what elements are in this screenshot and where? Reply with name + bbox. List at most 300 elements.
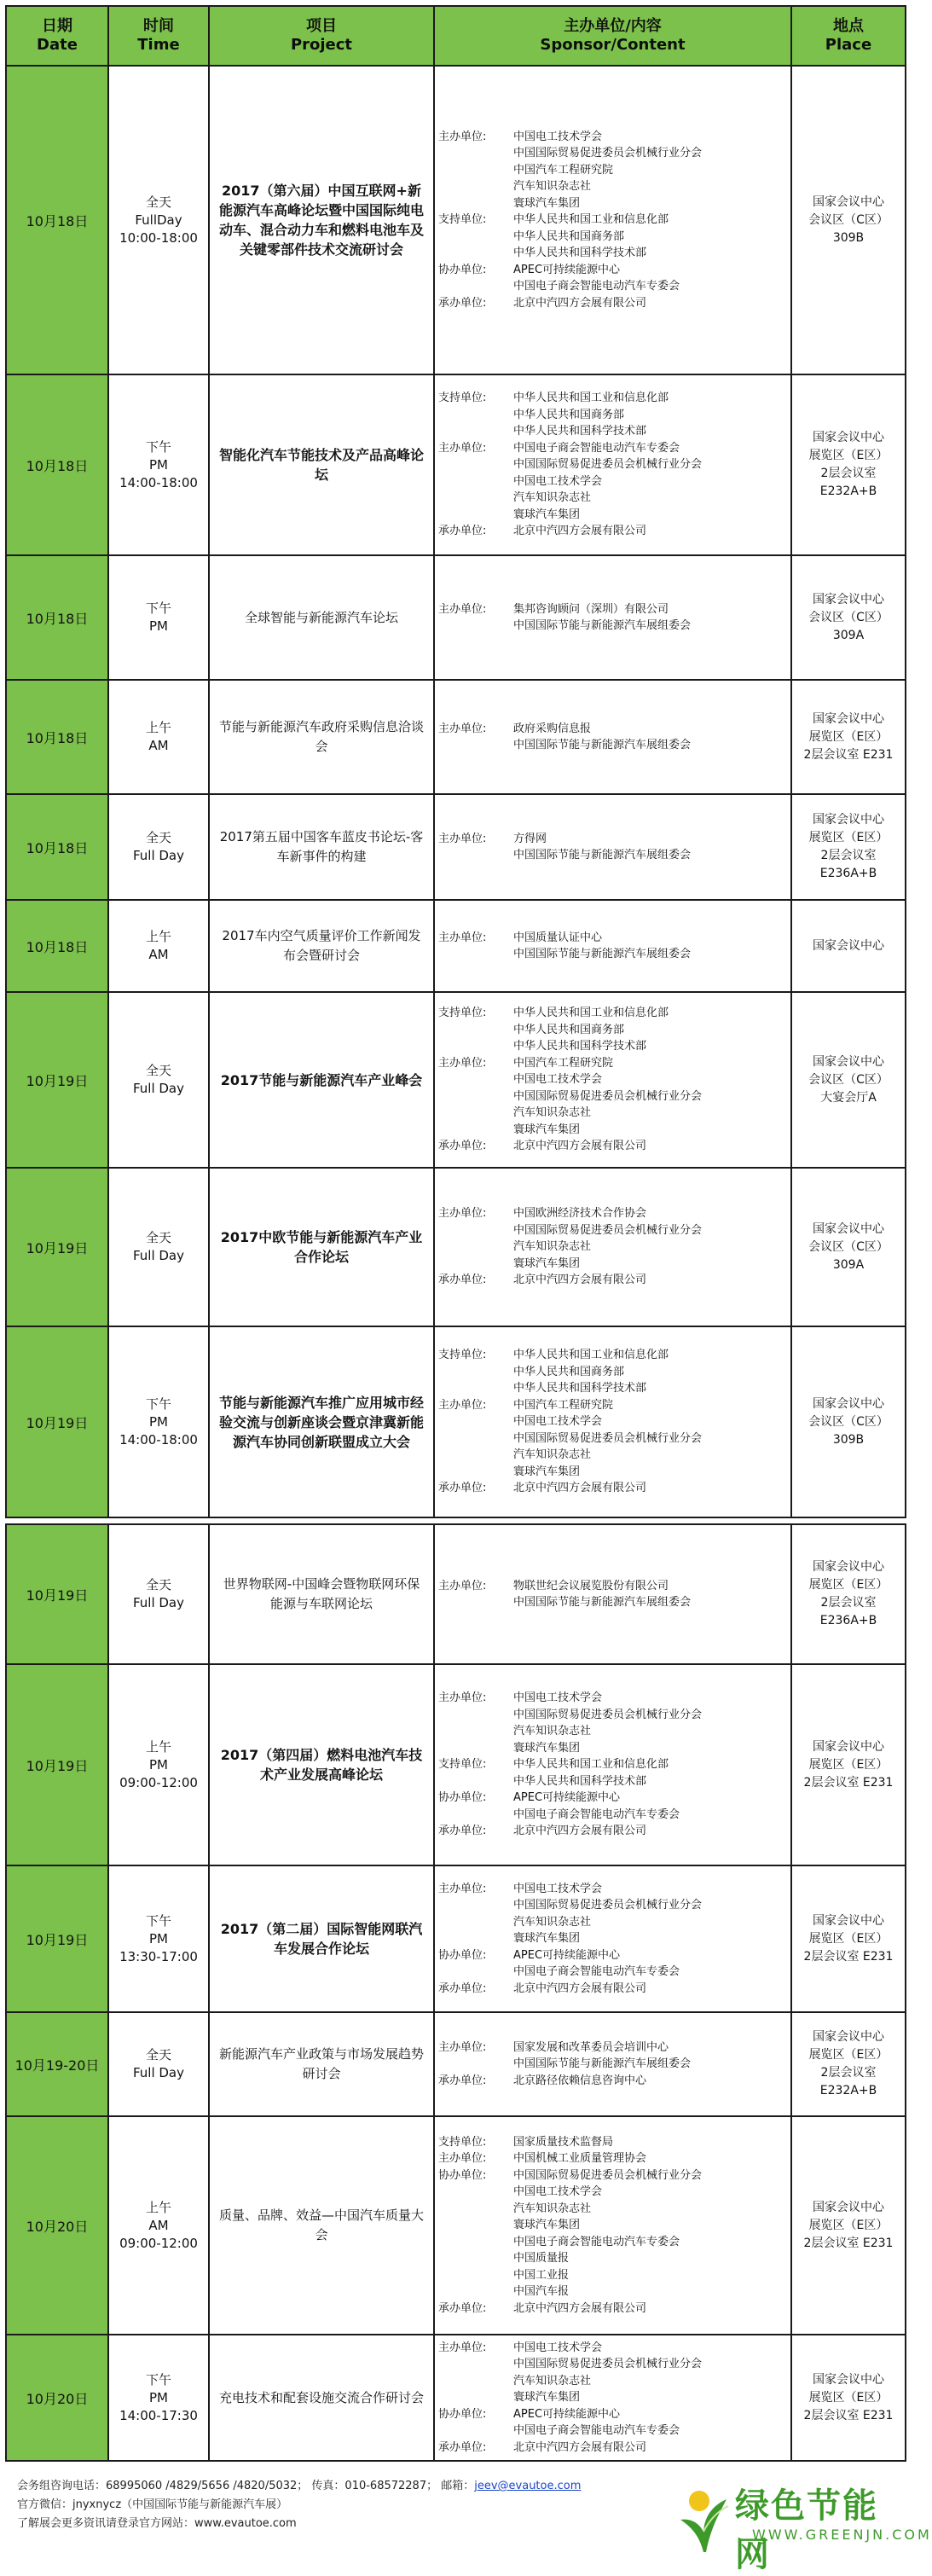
time-cell xyxy=(108,374,209,555)
sponsor-role: 主办单位: xyxy=(438,1056,487,1070)
sponsor-line xyxy=(438,262,787,279)
place-line: 国家会议中心 xyxy=(813,813,884,827)
sponsor-org: 中华人民共和国商务部 xyxy=(513,1023,625,1036)
place-cell xyxy=(791,794,906,900)
sponsor-org: 中国国际节能与新能源汽车展组委会 xyxy=(513,739,692,751)
sponsor-line xyxy=(438,1480,787,1497)
table-row xyxy=(6,2012,906,2116)
sponsor-role: 承办单位: xyxy=(438,2301,487,2315)
sponsor-org: 寰球汽车集团 xyxy=(513,1741,581,1755)
place-cell xyxy=(791,680,906,794)
sponsor-org: 中国电工技术学会 xyxy=(513,1882,603,1895)
sponsor-line xyxy=(438,1823,787,1840)
sponsor-org: 汽车知识杂志社 xyxy=(513,1725,592,1738)
sponsor-role: 支持单位: xyxy=(438,1758,487,1772)
time-cell xyxy=(108,2335,209,2461)
sponsor-org: 中华人民共和国工业和信息化部 xyxy=(513,1007,669,1020)
sponsor-role: 主办单位: xyxy=(438,1398,487,1412)
sponsor-line xyxy=(438,1055,787,1072)
header-project: 项目 Project xyxy=(209,6,434,66)
sponsor-role: 支持单位: xyxy=(438,1007,487,1020)
sponsor-line xyxy=(438,1773,787,1790)
sponsor-role: 主办单位: xyxy=(438,602,487,616)
sponsor-line xyxy=(438,1088,787,1105)
sponsor-org: 中国机械工业质量管理协会 xyxy=(513,2152,647,2166)
date-cell: 10月19日 xyxy=(6,1168,108,1326)
time-cell xyxy=(108,794,209,900)
sponsor-org: 中国国际节能与新能源汽车展组委会 xyxy=(513,619,692,632)
sponsor-line xyxy=(438,1397,787,1414)
time-line: 全天 xyxy=(145,830,171,845)
sponsor-line xyxy=(438,1723,787,1740)
time-line: 全天 xyxy=(145,1577,171,1593)
sponsor-line xyxy=(438,129,787,146)
sponsor-org: 中国汽车工程研究院 xyxy=(513,1056,614,1070)
time-line: 10:00-18:00 xyxy=(119,229,198,246)
sponsor-line xyxy=(438,2184,787,2201)
sponsor-org: APEC可持续能源中心 xyxy=(513,263,621,276)
place-line: 会议区（C区） xyxy=(808,610,889,624)
leaf-logo-icon xyxy=(674,2475,733,2557)
place-line: 展览区（E区） xyxy=(808,729,889,744)
footer-wechat: 官方微信：jnyxnycz（中国国际节能与新能源汽车展） xyxy=(17,2498,288,2511)
place-line: 国家会议中心 xyxy=(813,592,884,606)
time-line: Full Day xyxy=(132,1081,185,1096)
sponsor-org: 国家质量技术监督局 xyxy=(513,2135,614,2149)
time-line: 上午 xyxy=(145,720,171,735)
date-cell: 10月19日 xyxy=(6,1524,108,1664)
sponsor-cell xyxy=(434,1664,791,1865)
time-line: AM xyxy=(148,947,169,962)
sponsor-org: 北京中汽四方会展有限公司 xyxy=(513,525,647,538)
sponsor-role: 主办单位: xyxy=(438,1579,487,1593)
sponsor-org: 方得网 xyxy=(513,832,547,845)
header-time: 时间 Time xyxy=(108,6,209,66)
time-line: Full Day xyxy=(132,1595,185,1610)
sponsor-line xyxy=(438,2406,787,2423)
sponsor-org: 中华人民共和国工业和信息化部 xyxy=(513,392,669,405)
place-cell xyxy=(791,374,906,555)
sponsor-cell xyxy=(434,794,791,900)
sponsor-line xyxy=(438,1914,787,1931)
sponsor-line xyxy=(438,2250,787,2267)
sponsor-org: 北京中汽四方会展有限公司 xyxy=(513,1482,647,1495)
sponsor-org: 中国国际节能与新能源汽车展组委会 xyxy=(513,948,692,960)
sponsor-role: 主办单位: xyxy=(438,722,487,735)
sponsor-org: 中国国际贸易促进委员会机械行业分会 xyxy=(513,2168,703,2182)
schedule-body xyxy=(6,66,906,2461)
sponsor-org: 中国国际贸易促进委员会机械行业分会 xyxy=(513,1899,703,1912)
sponsor-line xyxy=(438,1464,787,1481)
place-cell xyxy=(791,1168,906,1326)
table-row xyxy=(6,555,906,680)
time-line: 下午 xyxy=(145,2371,171,2387)
sponsor-org: 寰球汽车集团 xyxy=(513,508,581,521)
place-line: 国家会议中心 xyxy=(813,1221,884,1236)
place-line: 2层会议室 xyxy=(820,1596,877,1610)
time-line: 下午 xyxy=(145,600,171,616)
time-cell xyxy=(108,66,209,374)
sponsor-line xyxy=(438,2134,787,2151)
sponsor-line xyxy=(438,1981,787,1998)
time-line: PM xyxy=(149,456,168,473)
sponsor-org: 汽车知识杂志社 xyxy=(513,1106,592,1120)
place-cell xyxy=(791,2012,906,2116)
sponsor-org: 中国国际节能与新能源汽车展组委会 xyxy=(513,1596,692,1609)
sponsor-line xyxy=(438,2440,787,2457)
sponsor-org: 中华人民共和国科学技术部 xyxy=(513,425,647,438)
sponsor-org: 中国国际节能与新能源汽车展组委会 xyxy=(513,2057,692,2071)
place-line: 展览区（E区） xyxy=(808,1757,889,1772)
sponsor-org: 中国国际贸易促进委员会机械行业分会 xyxy=(513,2358,703,2371)
date-cell: 10月18日 xyxy=(6,374,108,555)
sponsor-org: APEC可持续能源中心 xyxy=(513,2407,621,2421)
place-line: 国家会议中心 xyxy=(813,1739,884,1754)
project-cell: 节能与新能源汽车推广应用城市经验交流与创新座谈会暨京津冀新能源汽车协同创新联盟成立大会 xyxy=(209,1326,434,1517)
time-line: 上午 xyxy=(145,1738,171,1755)
footer-contact: 会务组咨询电话：68995060 /4829/5656 /4820/5032； 传真：010-68572287； 邮箱：jeev@evautoe.com xyxy=(17,2480,582,2492)
place-line: 展览区（E区） xyxy=(808,1578,889,1592)
sponsor-line xyxy=(438,1380,787,1397)
time-cell xyxy=(108,1664,209,1865)
sponsor-role: 协办单位: xyxy=(438,2168,487,2182)
time-cell xyxy=(108,992,209,1168)
greenjn-logo xyxy=(674,2474,932,2574)
time-line: 全天 xyxy=(145,2047,171,2063)
sponsor-org: 中国电子商会智能电动汽车专委会 xyxy=(513,441,680,455)
sponsor-cell xyxy=(434,555,791,680)
sponsor-org: 中华人民共和国工业和信息化部 xyxy=(513,1349,669,1362)
date-cell: 10月18日 xyxy=(6,794,108,900)
sponsor-org: 中国电子商会智能电动汽车专委会 xyxy=(513,280,680,293)
sponsor-org: 汽车知识杂志社 xyxy=(513,1915,592,1929)
sponsor-org: 中国国际贸易促进委员会机械行业分会 xyxy=(513,1223,703,1237)
place-line: 2层会议室 E231 xyxy=(803,747,894,762)
sponsor-org: 中华人民共和国商务部 xyxy=(513,229,625,243)
header-sponsor: 主办单位/内容 Sponsor/Content xyxy=(434,6,791,66)
project-cell: 2017（第四届）燃料电池汽车技术产业发展高峰论坛 xyxy=(209,1664,434,1865)
place-cell xyxy=(791,992,906,1168)
sponsor-org: 寰球汽车集团 xyxy=(513,1932,581,1946)
project-cell: 节能与新能源汽车政府采购信息洽谈会 xyxy=(209,680,434,794)
time-line: Full Day xyxy=(132,1248,185,1263)
place-line: 309A xyxy=(832,1257,865,1272)
sponsor-cell xyxy=(434,680,791,794)
sponsor-org: 北京中汽四方会展有限公司 xyxy=(513,1140,647,1153)
sponsor-org: 寰球汽车集团 xyxy=(513,1123,581,1136)
place-cell xyxy=(791,1664,906,1865)
sponsor-role: 承办单位: xyxy=(438,2074,487,2087)
sponsor-cell xyxy=(434,900,791,992)
sponsor-line xyxy=(438,2217,787,2234)
sponsor-line xyxy=(438,473,787,490)
place-line: 国家会议中心 xyxy=(813,938,884,953)
sponsor-role: 承办单位: xyxy=(438,1981,487,1995)
sponsor-org: 中国质量报 xyxy=(513,2252,570,2266)
place-line: 国家会议中心 xyxy=(813,711,884,726)
sponsor-org: 中华人民共和国科学技术部 xyxy=(513,247,647,260)
time-line: PM xyxy=(149,2389,168,2405)
sponsor-line xyxy=(438,1690,787,1707)
date-cell: 10月19日 xyxy=(6,1326,108,1517)
sponsor-role: 支持单位: xyxy=(438,1349,487,1362)
sponsor-org: 汽车知识杂志社 xyxy=(513,2374,592,2387)
table-row xyxy=(6,1168,906,1326)
sponsor-org: 汽车知识杂志社 xyxy=(513,1240,592,1254)
sponsor-line xyxy=(438,1790,787,1807)
sponsor-org: 北京中汽四方会展有限公司 xyxy=(513,2440,647,2454)
table-row xyxy=(6,2116,906,2335)
place-line: 展览区（E区） xyxy=(808,449,889,462)
place-cell xyxy=(791,1326,906,1517)
sponsor-org: 中国国际贸易促进委员会机械行业分会 xyxy=(513,1431,703,1445)
place-cell xyxy=(791,2116,906,2335)
sponsor-role: 主办单位: xyxy=(438,441,487,455)
sponsor-org: 中华人民共和国商务部 xyxy=(513,1365,625,1378)
sponsor-line xyxy=(438,2267,787,2284)
sponsor-line xyxy=(438,2300,787,2318)
sponsor-line xyxy=(438,2039,787,2057)
time-cell xyxy=(108,1326,209,1517)
sponsor-line xyxy=(438,2056,787,2073)
place-line: E236A+B xyxy=(819,1614,877,1627)
time-line: 14:00-18:00 xyxy=(119,474,198,490)
project-cell: 2017车内空气质量评价工作新闻发布会暨研讨会 xyxy=(209,900,434,992)
sponsor-org: 集邦咨询顾问（深圳）有限公司 xyxy=(513,602,669,616)
time-cell xyxy=(108,2116,209,2335)
place-line: 会议区（C区） xyxy=(808,212,889,227)
sponsor-line xyxy=(438,407,787,424)
time-cell xyxy=(108,2012,209,2116)
sponsor-line xyxy=(438,930,787,947)
place-line: 展览区（E区） xyxy=(808,831,889,844)
sponsor-line xyxy=(438,523,787,540)
sponsor-role: 主办单位: xyxy=(438,931,487,944)
project-cell: 全球智能与新能源汽车论坛 xyxy=(209,555,434,680)
place-line: 309A xyxy=(832,628,865,642)
sponsor-line xyxy=(438,1222,787,1239)
sponsor-org: 中国汽车报 xyxy=(513,2285,570,2299)
schedule-table xyxy=(5,5,906,2462)
time-line: PM xyxy=(149,1756,168,1772)
time-line: PM xyxy=(149,1930,168,1947)
sponsor-line xyxy=(438,490,787,507)
sponsor-org: 中国电工技术学会 xyxy=(513,130,603,143)
sponsor-org: 寰球汽车集团 xyxy=(513,2219,581,2232)
sponsor-line xyxy=(438,178,787,195)
footer xyxy=(17,2477,665,2533)
sponsor-line xyxy=(438,2373,787,2390)
sponsor-role: 主办单位: xyxy=(438,1691,487,1705)
sponsor-line xyxy=(438,1205,787,1222)
place-line: 2层会议室 xyxy=(820,2066,877,2080)
sponsor-org: 中国国际节能与新能源汽车展组委会 xyxy=(513,849,692,862)
sponsor-cell xyxy=(434,1524,791,1664)
sponsor-line xyxy=(438,1947,787,1964)
sponsor-line xyxy=(438,1430,787,1448)
sponsor-role: 承办单位: xyxy=(438,2440,487,2454)
sponsor-cell xyxy=(434,992,791,1168)
place-line: 国家会议中心 xyxy=(813,2372,884,2387)
table-row xyxy=(6,1664,906,1865)
place-line: 2层会议室 E231 xyxy=(803,1775,894,1790)
sponsor-org: 寰球汽车集团 xyxy=(513,196,581,210)
sponsor-line xyxy=(438,1022,787,1039)
place-cell xyxy=(791,1524,906,1664)
header-place: 地点 Place xyxy=(791,6,906,66)
table-row xyxy=(6,66,906,374)
place-line: 国家会议中心 xyxy=(813,194,884,209)
place-line: E236A+B xyxy=(819,867,877,880)
table-row xyxy=(6,992,906,1168)
place-cell xyxy=(791,66,906,374)
sponsor-line xyxy=(438,1239,787,1256)
sponsor-org: 北京路径依赖信息咨询中心 xyxy=(513,2074,647,2087)
sponsor-line xyxy=(438,946,787,963)
place-line: 2层会议室 E231 xyxy=(803,2408,894,2422)
sponsor-line xyxy=(438,1071,787,1088)
place-line: E232A+B xyxy=(819,484,877,498)
sponsor-line xyxy=(438,1105,787,1122)
time-cell xyxy=(108,555,209,680)
sponsor-line xyxy=(438,390,787,407)
place-line: 国家会议中心 xyxy=(813,2200,884,2214)
sponsor-org: 中国欧洲经济技术合作协会 xyxy=(513,1207,647,1221)
sponsor-org: 中国电工技术学会 xyxy=(513,2185,603,2199)
place-line: 国家会议中心 xyxy=(813,431,884,444)
time-cell xyxy=(108,1524,209,1664)
sponsor-line xyxy=(438,737,787,754)
time-line: 09:00-12:00 xyxy=(119,1774,198,1790)
sponsor-org: 中国国际贸易促进委员会机械行业分会 xyxy=(513,1708,703,1721)
project-cell: 2017（第二届）国际智能网联汽车发展合作论坛 xyxy=(209,1865,434,2012)
sponsor-line xyxy=(438,2422,787,2440)
place-line: 2层会议室 E231 xyxy=(803,2236,894,2250)
time-line: AM xyxy=(148,2217,169,2233)
sponsor-cell xyxy=(434,2335,791,2461)
time-cell xyxy=(108,680,209,794)
sponsor-line xyxy=(438,1413,787,1430)
sponsor-org: 寰球汽车集团 xyxy=(513,2391,581,2405)
time-cell xyxy=(108,1168,209,1326)
sponsor-role: 承办单位: xyxy=(438,525,487,538)
place-line: 展览区（E区） xyxy=(808,2390,889,2405)
date-cell: 10月19日 xyxy=(6,992,108,1168)
sponsor-org: 中国电工技术学会 xyxy=(513,1073,603,1087)
place-line: 国家会议中心 xyxy=(813,1396,884,1411)
sponsor-line xyxy=(438,2150,787,2167)
sponsor-role: 主办单位: xyxy=(438,1882,487,1895)
sponsor-line xyxy=(438,212,787,229)
project-cell: 2017中欧节能与新能源汽车产业合作论坛 xyxy=(209,1168,434,1326)
sponsor-line xyxy=(438,1881,787,1898)
sponsor-role: 主办单位: xyxy=(438,130,487,143)
sponsor-line xyxy=(438,1897,787,1914)
sponsor-line xyxy=(438,2073,787,2090)
place-line: 展览区（E区） xyxy=(808,2218,889,2232)
email-link[interactable]: jeev@evautoe.com xyxy=(474,2480,582,2492)
sponsor-line xyxy=(438,1005,787,1022)
table-row xyxy=(6,794,906,900)
project-cell: 新能源汽车产业政策与市场发展趋势研讨会 xyxy=(209,2012,434,2116)
sponsor-line xyxy=(438,295,787,312)
sponsor-cell xyxy=(434,374,791,555)
sponsor-role: 主办单位: xyxy=(438,2152,487,2166)
place-line: 309B xyxy=(832,230,865,245)
place-line: 国家会议中心 xyxy=(813,1913,884,1928)
time-line: 下午 xyxy=(145,438,171,455)
sponsor-org: 中国质量认证中心 xyxy=(513,931,603,944)
place-line: E232A+B xyxy=(819,2084,877,2097)
time-line: 全天 xyxy=(145,1230,171,1245)
sponsor-line xyxy=(438,1594,787,1611)
sponsor-org: 中国汽车工程研究院 xyxy=(513,163,614,177)
time-line: 上午 xyxy=(145,2199,171,2215)
time-line: 下午 xyxy=(145,1395,171,1412)
sponsor-cell xyxy=(434,66,791,374)
header-row xyxy=(6,6,906,66)
sponsor-line xyxy=(438,1447,787,1464)
date-cell: 10月19-20日 xyxy=(6,2012,108,2116)
sponsor-org: 北京中汽四方会展有限公司 xyxy=(513,1981,647,1995)
sponsor-org: 中国电工技术学会 xyxy=(513,1415,603,1429)
sponsor-line xyxy=(438,1964,787,1981)
place-line: 309B xyxy=(832,1432,865,1447)
time-cell xyxy=(108,1865,209,2012)
sponsor-org: 北京中汽四方会展有限公司 xyxy=(513,1825,647,1838)
sponsor-role: 主办单位: xyxy=(438,832,487,845)
sponsor-org: 北京中汽四方会展有限公司 xyxy=(513,2301,647,2315)
time-line: AM xyxy=(148,738,169,753)
sponsor-line xyxy=(438,1707,787,1724)
footer-website: 了解展会更多资讯请登录官方网站：www.evautoe.com xyxy=(17,2517,297,2530)
sponsor-org: 中国国际贸易促进委员会机械行业分会 xyxy=(513,147,703,160)
sponsor-org: 中国汽车工程研究院 xyxy=(513,1398,614,1412)
sponsor-role: 主办单位: xyxy=(438,2341,487,2354)
project-cell: 充电技术和配套设施交流合作研讨会 xyxy=(209,2335,434,2461)
sponsor-org: APEC可持续能源中心 xyxy=(513,1948,621,1962)
sponsor-line xyxy=(438,145,787,162)
logo-name: 绿色节能网 xyxy=(735,2486,878,2574)
sponsor-line xyxy=(438,1930,787,1947)
table-row xyxy=(6,900,906,992)
sponsor-line xyxy=(438,507,787,524)
sponsor-org: 中国电子商会智能电动汽车专委会 xyxy=(513,2235,680,2248)
sponsor-cell xyxy=(434,2116,791,2335)
project-cell: 质量、品牌、效益—中国汽车质量大会 xyxy=(209,2116,434,2335)
time-line: FullDay xyxy=(135,212,182,228)
project-cell: 世界物联网-中国峰会暨物联网环保能源与车联网论坛 xyxy=(209,1524,434,1664)
sponsor-org: 中国电子商会智能电动汽车专委会 xyxy=(513,2424,680,2438)
sponsor-role: 协办单位: xyxy=(438,263,487,276)
sponsor-line xyxy=(438,1272,787,1289)
place-line: 国家会议中心 xyxy=(813,2030,884,2044)
sponsor-line xyxy=(438,229,787,246)
sponsor-org: 物联世纪会议展览股份有限公司 xyxy=(513,1579,669,1593)
table-gap xyxy=(6,1517,906,1524)
sponsor-org: 中国电工技术学会 xyxy=(513,2341,603,2354)
sponsor-org: 北京中汽四方会展有限公司 xyxy=(513,296,647,310)
sponsor-line xyxy=(438,2167,787,2184)
time-line: PM xyxy=(149,618,168,634)
place-line: 2层会议室 xyxy=(820,849,877,862)
place-line: 会议区（C区） xyxy=(808,1414,889,1429)
table-row xyxy=(6,2335,906,2461)
date-cell: 10月19日 xyxy=(6,1664,108,1865)
sponsor-line xyxy=(438,721,787,738)
date-cell: 10月18日 xyxy=(6,66,108,374)
place-line: 展览区（E区） xyxy=(808,1931,889,1946)
